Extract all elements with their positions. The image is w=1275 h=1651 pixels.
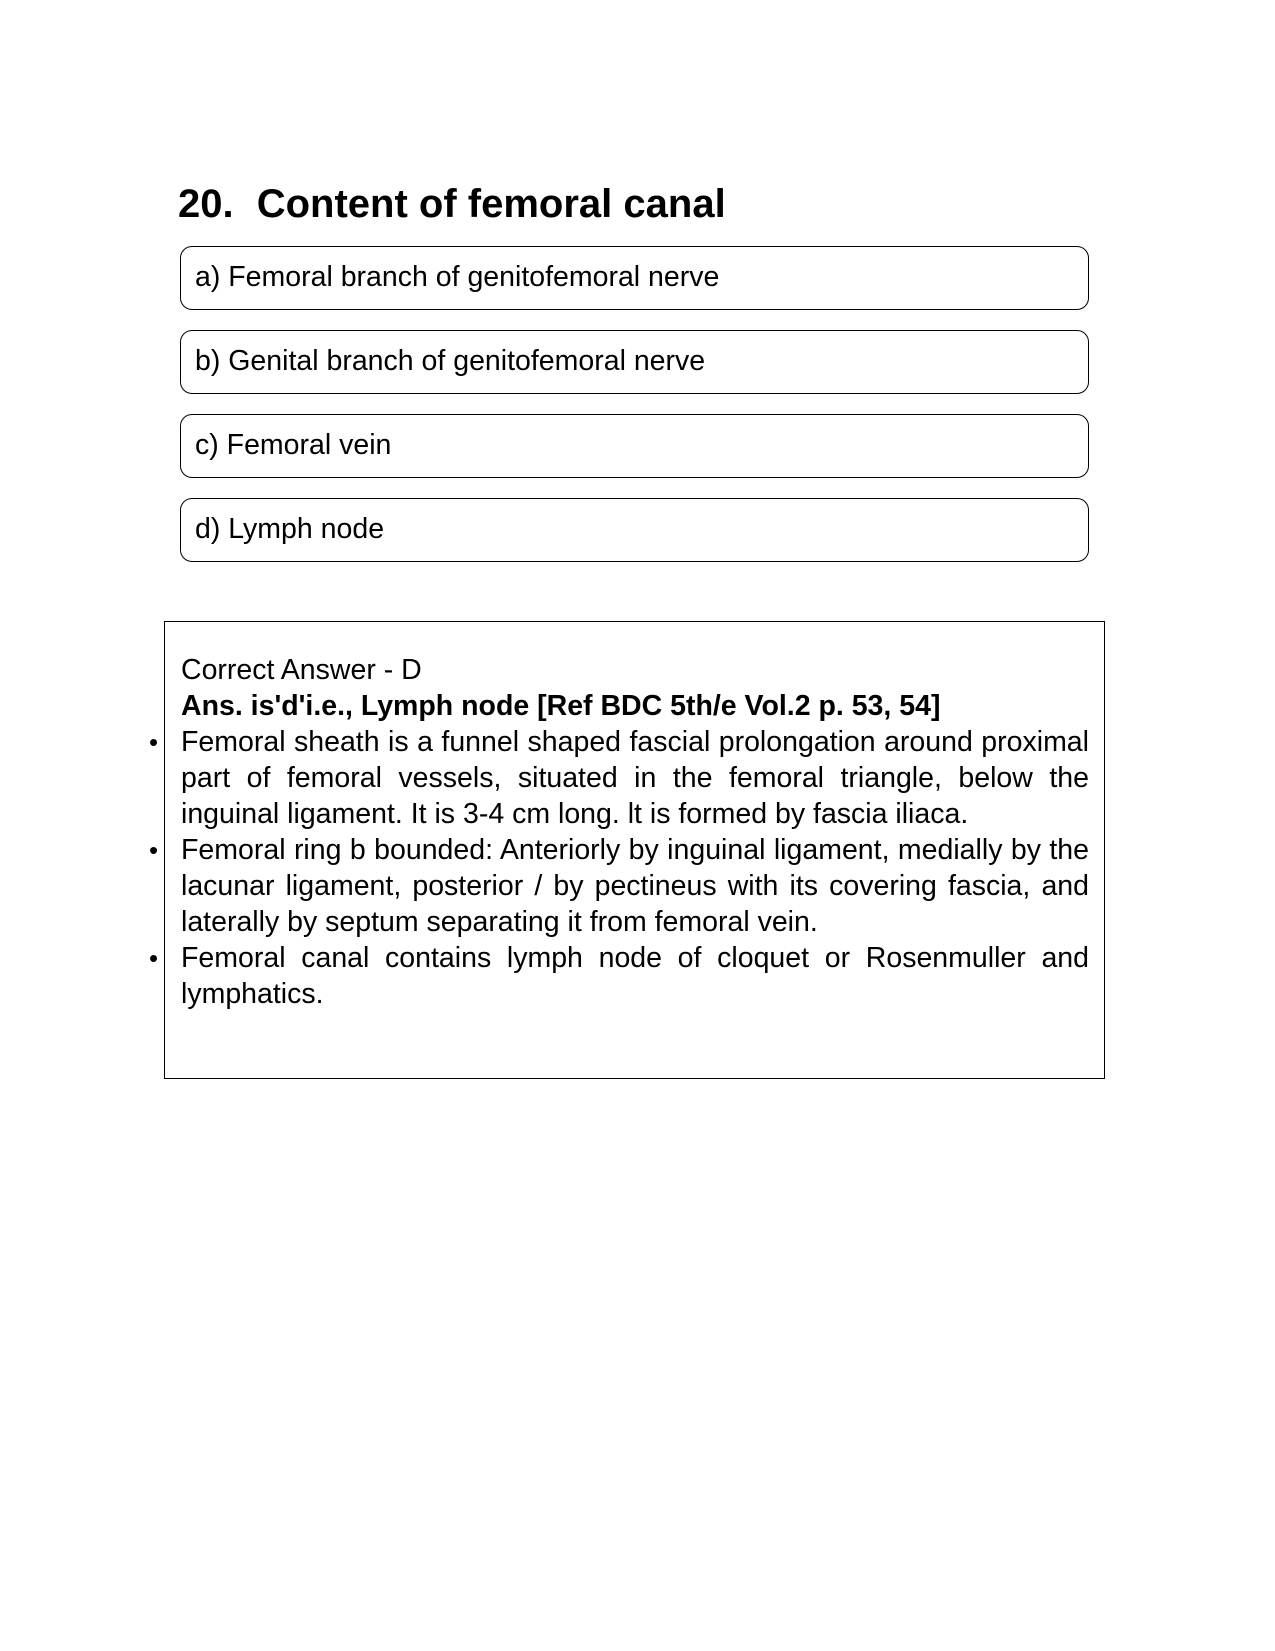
question-number: 20. [178, 182, 234, 226]
option-c[interactable]: c) Femoral vein [180, 414, 1089, 478]
explanation-point [149, 832, 1089, 940]
option-b[interactable]: b) Genital branch of genitofemoral nerve [180, 330, 1089, 394]
correct-answer-label: Correct Answer - D [181, 654, 422, 686]
explanation-point [149, 940, 1089, 1012]
bullet-icon: • [149, 727, 159, 757]
explanation-point [149, 724, 1089, 832]
option-d[interactable]: d) Lymph node [180, 498, 1089, 562]
bullet-icon: • [149, 943, 159, 973]
option-a[interactable]: a) Femoral branch of genitofemoral nerve [180, 246, 1089, 310]
bullet-icon: • [149, 835, 159, 865]
explanation-point-text: Femoral sheath is a funnel shaped fascial prolongation around proximal part of femoral vessels, situated in the femoral triangle, below the inguinal ligament. It is 3-4 cm long. lt is formed by fascia iliaca. [181, 726, 1089, 830]
explanation-point-text: Femoral canal contains lymph node of cloquet or Rosenmuller and lymphatics. [181, 942, 1089, 1010]
explanation-list [149, 724, 1089, 1012]
explanation-point-text: Femoral ring b bounded: Anteriorly by inguinal ligament, medially by the lacunar ligament, posterior / by pectineus with its covering fascia, and laterally by septum separating it from femoral vein. [181, 834, 1089, 938]
answer-reference-line: Ans. is'd'i.e., Lymph node [Ref BDC 5th/e Vol.2 p. 53, 54] [181, 690, 941, 722]
answer-explanation [149, 652, 1089, 1012]
question-text: Content of femoral canal [256, 182, 726, 226]
question-title [178, 178, 726, 230]
